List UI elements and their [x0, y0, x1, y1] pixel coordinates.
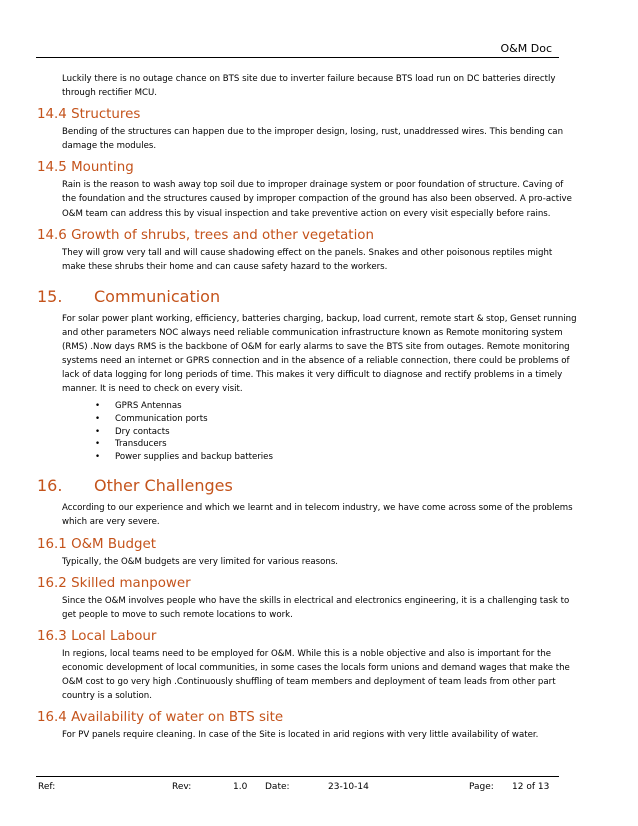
footer-rev-label: Rev: [172, 782, 192, 792]
section-title-communication: Communication [94, 286, 221, 306]
footer-ref-label: Ref: [38, 782, 56, 792]
paragraph-communication: For solar power plant working, efficiency, batteries charging, backup, load current, remote start & stop, Genset running and other parameters NOC always need reliable communication infrastructure known as Remote monitoring system (RMS) .Now days RMS is the backbone of O&M for early alarms to save the BTS site from outages. Remote monitoring systems need an internet or GPRS connection and in the absence of a reliable connection, there could be problems of lack of data logging for long periods of time. This makes it very difficult to diagnose and rectify problems in a timely manner. It is need to check on every visit. [62, 313, 577, 395]
paragraph-water-availability: For PV panels require cleaning. In case of the Site is located in arid regions with very little availability of water. [62, 730, 539, 741]
heading-skilled-manpower: 16.2 Skilled manpower [37, 575, 191, 591]
list-item: • GPRS Antennas [95, 400, 577, 413]
heading-structures: 14.4 Structures [37, 107, 141, 123]
section-number-challenges: 16. [37, 476, 63, 496]
paragraph-local-labour: In regions, local teams need to be employed for O&M. While this is a noble objective and also is important for the economic development of local communities, in some cases the locals form unions and demand wages that make the O&M cost to go very high .Continuously shuffling of team members and deployment of team leads from other part country is a solution. [62, 648, 570, 702]
heading-vegetation: 14.6 Growth of shrubs, trees and other vegetation [37, 227, 374, 243]
heading-local-labour: 16.3 Local Labour [37, 628, 157, 644]
footer-divider [36, 776, 559, 777]
heading-om-budget: 16.1 O&M Budget [37, 536, 157, 552]
list-item: • Power supplies and backup batteries [95, 451, 577, 464]
section-title-challenges: Other Challenges [94, 476, 233, 496]
heading-water-availability: 16.4 Availability of water on BTS site [37, 710, 284, 726]
communication-checklist [37, 400, 577, 463]
footer-page-label: Page: [469, 782, 494, 792]
heading-other-challenges [37, 475, 577, 497]
heading-communication [37, 286, 577, 308]
list-item: • Dry contacts [95, 426, 577, 439]
paragraph-mounting: Rain is the reason to wash away top soil due to improper drainage system or poor foundation of structure. Caving of the foundation and the structures caused by improper compaction of the ground has also been observed. A pro-active O&M team can address this by visual inspection and take preventive action on every visit especially before rains. [62, 180, 572, 219]
paragraph-structures: Bending of the structures can happen due to the improper design, losing, rust, unaddressed wires. This bending can damage the modules. [62, 127, 564, 152]
footer-rev-value: 1.0 [233, 782, 248, 792]
paragraph-challenges: According to our experience and which we learnt and in telecom industry, we have come across some of the problems which are very severe. [62, 503, 573, 528]
page-content [37, 72, 577, 742]
document-footer [36, 782, 576, 796]
paragraph-skilled-manpower: Since the O&M involves people who have the skills in electrical and electronics engineering, it is a challenging task to get people to move to such remote locations to work. [62, 595, 570, 620]
list-item: • Communication ports [95, 413, 577, 426]
document-header-title: O&M Doc [500, 42, 552, 55]
list-item: • Transducers [95, 438, 577, 451]
intro-paragraph: Luckily there is no outage chance on BTS site due to inverter failure because BTS load run on DC batteries directly through rectifier MCU. [62, 74, 556, 99]
paragraph-vegetation: They will grow very tall and will cause shadowing effect on the panels. Snakes and other poisonous reptiles might make these shrubs their home and can cause safety hazard to the workers. [62, 247, 553, 272]
heading-mounting: 14.5 Mounting [37, 160, 134, 176]
footer-date-value: 23-10-14 [328, 782, 369, 792]
footer-date-label: Date: [265, 782, 290, 792]
section-number-communication: 15. [37, 286, 63, 306]
header-divider [36, 57, 559, 58]
footer-page-value: 12 of 13 [512, 782, 550, 792]
paragraph-om-budget: Typically, the O&M budgets are very limited for various reasons. [62, 556, 339, 567]
